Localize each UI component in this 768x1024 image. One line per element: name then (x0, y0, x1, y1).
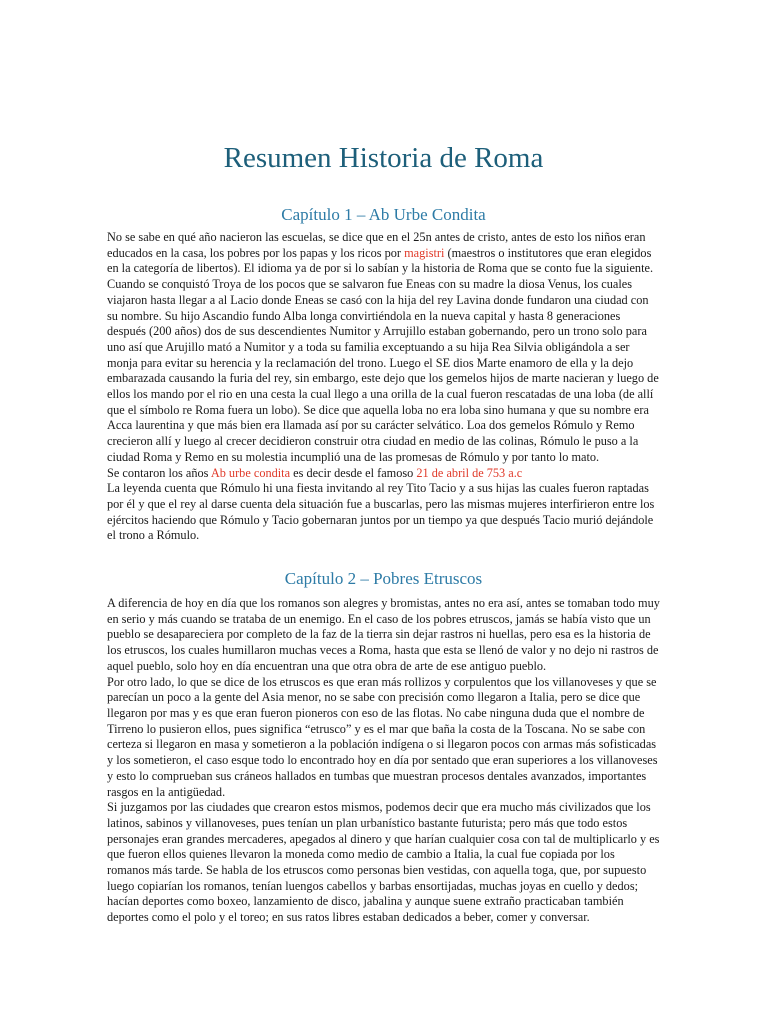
chapter-1-heading: Capítulo 1 – Ab Urbe Condita (281, 205, 486, 224)
chapter-2-paragraph-3: Si juzgamos por las ciudades que crearon estos mismos, podemos decir que era mucho más civilizados que los latinos, sabinos y villanoveses, pues tenían un plan urbanístico bastante futurista; pero más que todo estos personajes eran grandes mercaderes, apegados al dinero y que harían cualquier cosa con tal de multiplicarlo y es que fueron ellos quienes llevaron la moneda como medio de cambio a Italia, la cual fue copiada por los romanos más tarde. Se habla de los etruscos como personas bien vestidas, con aquella toga, que, por supuesto luego copiarían los romanos, tenían luengos cabellos y barbas ensortijadas, muchas joyas en cuello y dedos; hacían deportes como boxeo, lanzamiento de disco, jabalina y aunque suene extraño practicaban también deportes como el polo y el toreo; en sus ratos libres estaban dedicados a beber, comer y conversar. (107, 800, 660, 925)
document-title: Resumen Historia de Roma (223, 142, 544, 174)
highlighted-date: 21 de abril de 753 a.c (416, 465, 523, 480)
paragraph-text: es decir desde el famoso (290, 465, 417, 480)
chapter-1-paragraph-3 (107, 466, 660, 482)
chapter-1-paragraph-4: La leyenda cuenta que Rómulo hi una fiesta invitando al rey Tito Tacio y a sus hijas las cuales fueron raptadas por él y que el rey al darse cuenta dela situación fue a buscarlas, pero las mismas mujeres interfirieron entre los ejércitos haciendo que Rómulo y Tacio gobernaran juntos por un tiempo ya que después Tacio murió dejándole el trono a Rómulo. (107, 481, 655, 543)
highlighted-term: Ab urbe condita (210, 465, 291, 480)
paragraph-text: (maestros o institutores que eran elegidos en la categoría de libertos). El idioma ya de por si lo sabían y la historia de Roma que se conto fue la siguiente. (107, 245, 654, 276)
chapter-2-body (107, 596, 660, 926)
paragraph-text: No se sabe en qué año nacieron las escuelas, se dice que en el 25n antes de cristo, antes de esto los niños eran educados en la casa, los pobres por los papas y los ricos por (107, 230, 646, 260)
chapter-2-heading: Capítulo 2 – Pobres Etruscos (284, 569, 483, 589)
chapter-1-paragraph-2: Cuando se conquistó Troya de los pocos que se salvaron fue Eneas con su madre la diosa Venus, los cuales viajaron hasta llegar a al Lacio donde Eneas se casó con la hija del rey Lavina donde fundaron una ciudad con su nombre. Su hijo Ascandio fundo Alba longa convirtiéndola en la nueva capital y hasta 8 generaciones después (200 años) dos de sus descendientes Numitor y Arrujillo estaban gobernando, pero un trono solo para uno así que Arujillo mató a Numitor y a toda su familia exceptuando a su hija Rea Silvia obligándola a ser monja para evitar su herencia y la reclamación del trono. Luego el SE dios Marte enamoro de ella y la dejo embarazada causando la furia del rey, sin embargo, este dejo que los gemelos hijos de marte nacieran y luego de ellos los mando por el rio en una cesta la cual llego a una orilla de la cual fueron rescatadas de una loba (de allí que el símbolo re Roma fuera un lobo). Se dice que aquella loba no era loba sino humana y que su nombre era Acca laurentina y que más bien era llamada así por su carácter selvático. Loa dos gemelos Rómulo y Remo crecieron allí y luego al crecer decidieron construir otra ciudad en medio de las colinas, Rómulo le puso a la ciudad Roma y Remo en su molestia incumplió una de las promesas de Rómulo y por tanto lo mato. (107, 277, 659, 464)
paragraph-text: Se contaron los años (107, 465, 211, 480)
highlighted-term: magistri (404, 245, 445, 260)
chapter-2-paragraph-2: Por otro lado, lo que se dice de los etruscos es que eran más rollizos y corpulentos que los villanoveses y que se parecían un poco a la gente del Asia menor, no se sabe con precisión como llegaron a Italia, pero se dice que llegaron por mas y es que eran fueron pioneros con eso de las flotas. No cabe ninguna duda que el nombre de Tirreno lo pusieron ellos, pues significa “etrusco” y es el mar que baña la costa de la Toscana. No se sabe con certeza si llegaron en masa y sometieron a la población indígena o si llegaron pocos con armas más sofisticadas y los sometieron, el caso esque todo lo encontrado hoy en día por sentado que eran superiores a los villanoveses y esto lo comprueban sus cráneos hallados en tumbas que muestran procesos dentales avanzados, importantes rasgos en la antigüedad. (107, 674, 658, 799)
chapter-1-body (107, 230, 660, 544)
chapter-2-paragraph-1: A diferencia de hoy en día que los romanos son alegres y bromistas, antes no era así, antes se tomaban todo muy en serio y más cuando se trataba de un enemigo. En el caso de los pobres etruscos, jamás se había visto que un pueblo se desapareciera por completo de la faz de la tierra sin dejar rastros ni huellas, pero esa es la historia de los etruscos, los cuales humillaron muchas veces a Roma, hasta que esta se llenó de valor y no dejo ni rastros de aquel pueblo, solo hoy en día encuentran una que otra obra de arte de ese antiguo pueblo. (107, 596, 660, 673)
chapter-1-paragraph-1 (107, 230, 660, 277)
